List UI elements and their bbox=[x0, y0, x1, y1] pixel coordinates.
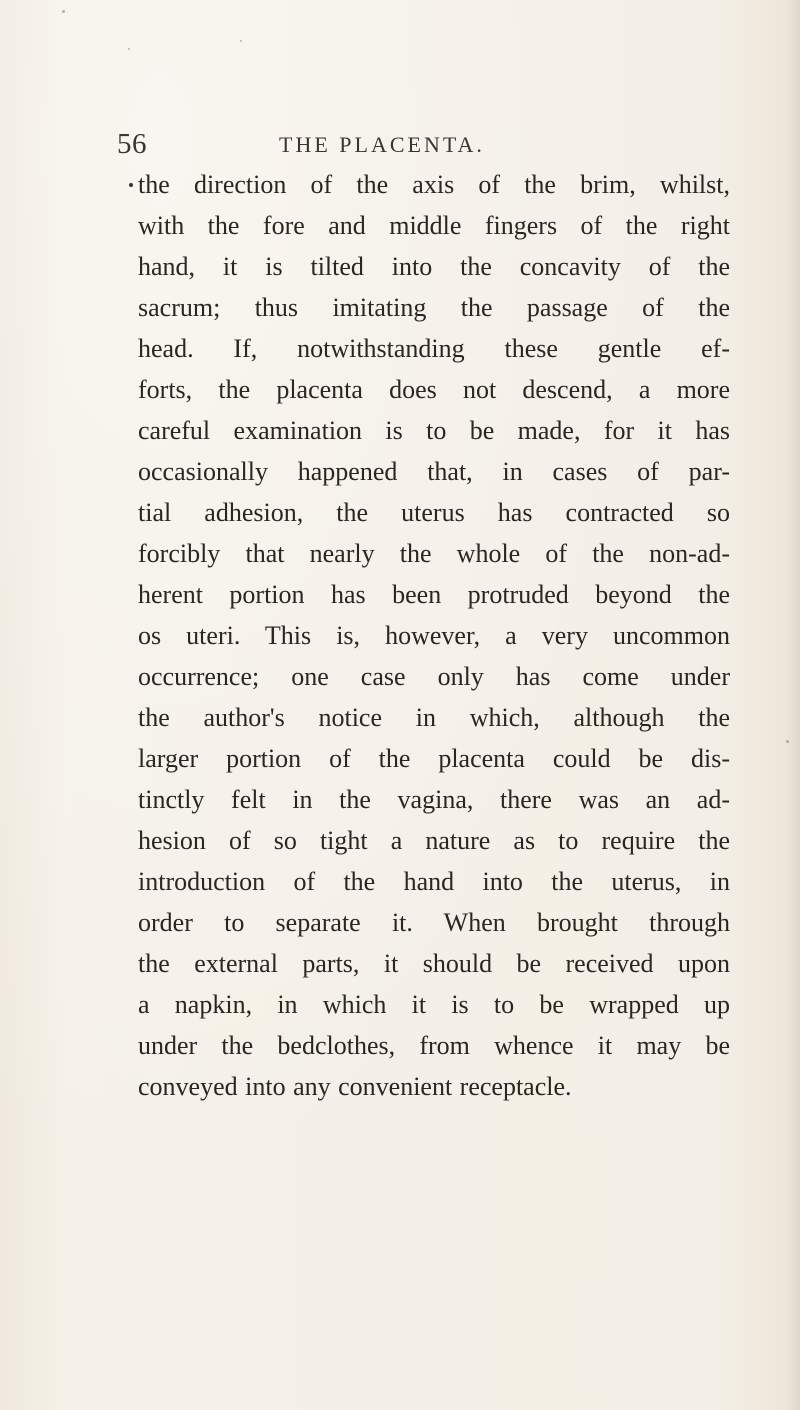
page-edge-shadow bbox=[786, 0, 800, 1410]
text-line: the author's notice in which, although the bbox=[138, 703, 730, 732]
text-line: occurrence; one case only has come under bbox=[138, 662, 730, 691]
text-line: introduction of the hand into the uterus, in bbox=[138, 867, 730, 896]
text-line: with the fore and middle fingers of the right bbox=[138, 211, 730, 240]
body-paragraph bbox=[138, 164, 730, 1107]
paper-speck bbox=[62, 10, 65, 13]
text-line: forcibly that nearly the whole of the non-ad- bbox=[138, 539, 730, 568]
text-line: tinctly felt in the vagina, there was an ad- bbox=[138, 785, 730, 814]
text-line: larger portion of the placenta could be dis- bbox=[138, 744, 730, 773]
text-line: a napkin, in which it is to be wrapped up bbox=[138, 990, 730, 1019]
text-line: the external parts, it should be received upon bbox=[138, 949, 730, 978]
text-line: careful examination is to be made, for it has bbox=[138, 416, 730, 445]
text-line: head. If, notwithstanding these gentle ef- bbox=[138, 334, 730, 363]
paper-speck bbox=[240, 40, 242, 42]
text-line: conveyed into any convenient receptacle. bbox=[138, 1072, 572, 1101]
text-line: forts, the placenta does not descend, a more bbox=[138, 375, 730, 404]
text-line: tial adhesion, the uterus has contracted so bbox=[138, 498, 730, 527]
text-line: hesion of so tight a nature as to require the bbox=[138, 826, 730, 855]
running-title: THE PLACENTA. bbox=[279, 132, 485, 157]
running-head bbox=[117, 126, 727, 162]
line-start-dot bbox=[129, 183, 133, 187]
paper-speck bbox=[786, 740, 789, 743]
text-line: order to separate it. When brought through bbox=[138, 908, 730, 937]
paper-speck bbox=[128, 48, 130, 50]
text-line: under the bedclothes, from whence it may be bbox=[138, 1031, 730, 1060]
text-line: sacrum; thus imitating the passage of the bbox=[138, 293, 730, 322]
text-line: herent portion has been protruded beyond the bbox=[138, 580, 730, 609]
text-line: occasionally happened that, in cases of par- bbox=[138, 457, 730, 486]
text-line: hand, it is tilted into the concavity of the bbox=[138, 252, 730, 281]
page-number: 56 bbox=[117, 128, 147, 160]
text-line: os uteri. This is, however, a very uncommon bbox=[138, 621, 730, 650]
text-line: the direction of the axis of the brim, whilst, bbox=[138, 170, 730, 199]
